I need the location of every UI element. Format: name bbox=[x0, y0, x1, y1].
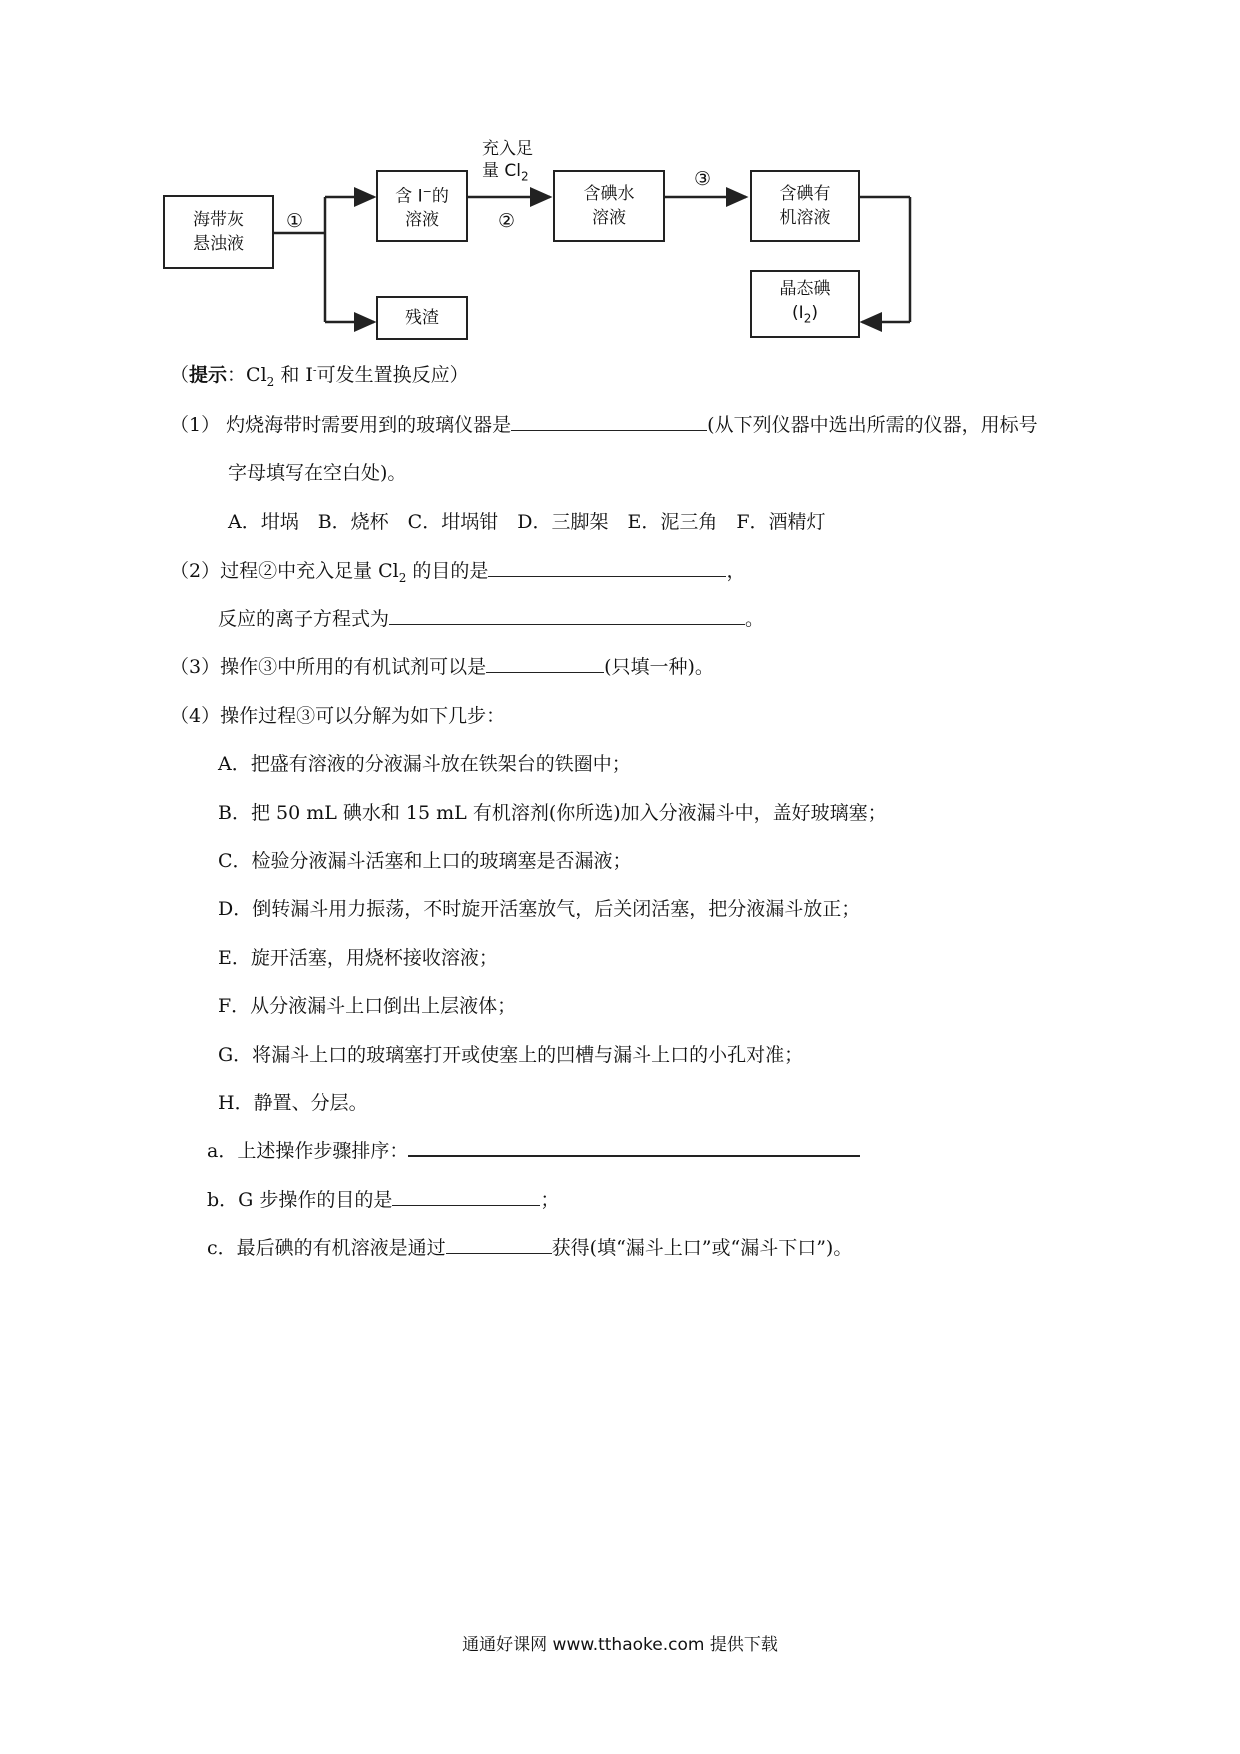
q4-sub-a-blank[interactable] bbox=[408, 1137, 860, 1157]
q4-step-c: C．检验分液漏斗活塞和上口的玻璃塞是否漏液； bbox=[218, 850, 632, 872]
page-footer: 通通好课网 www.tthaoke.com 提供下载 bbox=[462, 1635, 778, 1655]
hint-line: （提示：$Cl_2$ 和 I-可发生置换反应） bbox=[170, 363, 469, 389]
q1-line: （1） 灼烧海带时需要用到的玻璃仪器是 (从下列仪器中选出所需的仪器，用标号 bbox=[170, 414, 1038, 436]
box-iodine-organic: 含碘有 机溶液 bbox=[750, 170, 860, 242]
q2-label: （2） bbox=[170, 560, 221, 582]
q4-sub-b-blank[interactable] bbox=[392, 1187, 540, 1206]
q3-label: （3） bbox=[170, 656, 221, 678]
q4-step-f: F．从分液漏斗上口倒出上层液体； bbox=[218, 995, 517, 1017]
box-iodine-water: 含碘水 溶液 bbox=[553, 170, 665, 242]
q1-label: （1） bbox=[170, 414, 221, 436]
q4-step-d: D．倒转漏斗用力振荡，不时旋开活塞放气，后关闭活塞，把分液漏斗放正； bbox=[218, 898, 861, 920]
q2-line2: 反应的离子方程式为 。 bbox=[218, 608, 765, 630]
q1-options: A．坩埚 B．烧杯 C．坩埚钳 D．三脚架 E．泥三角 F．酒精灯 bbox=[228, 511, 826, 533]
q4-sub-c-blank[interactable] bbox=[446, 1235, 552, 1254]
box-residue: 残渣 bbox=[376, 296, 468, 340]
box-crystal-iodine: 晶态碘 $(I_2)$ bbox=[750, 270, 860, 338]
q1-blank[interactable] bbox=[511, 412, 707, 431]
q1-line2: 字母填写在空白处)。 bbox=[228, 462, 407, 484]
q4-step-h: H．静置、分层。 bbox=[218, 1092, 368, 1114]
box-ash-suspension: 海带灰 悬浊液 bbox=[163, 195, 274, 269]
label-step-2: ② bbox=[498, 210, 516, 232]
q3-blank[interactable] bbox=[486, 654, 604, 673]
label-cl2: 充入足 量 $Cl_2$ bbox=[482, 139, 533, 184]
q4-sub-c: c．最后碘的有机溶液是通过 获得(填“漏斗上口”或“漏斗下口”)。 bbox=[207, 1237, 853, 1259]
q2-blank-equation[interactable] bbox=[389, 606, 745, 625]
q4-label: （4） bbox=[170, 705, 221, 727]
q4-step-b: B．把 50 mL 碘水和 15 mL 有机溶剂(你所选)加入分液漏斗中，盖好玻璃塞； bbox=[218, 802, 887, 824]
q4-step-e: E．旋开活塞，用烧杯接收溶液； bbox=[218, 947, 498, 969]
q4-sub-a: a．上述操作步骤排序： bbox=[207, 1136, 860, 1163]
q4-line: （4）操作过程③可以分解为如下几步： bbox=[170, 705, 506, 727]
q4-step-g: G．将漏斗上口的玻璃塞打开或使塞上的凹槽与漏斗上口的小孔对准； bbox=[218, 1044, 804, 1066]
label-step-3: ③ bbox=[694, 168, 712, 190]
box-iodide-solution: 含 I−的 溶液 bbox=[376, 170, 468, 242]
q3-line: （3）操作③中所用的有机试剂可以是 (只填一种)。 bbox=[170, 656, 714, 678]
q4-sub-b: b．G 步操作的目的是 ； bbox=[207, 1189, 560, 1211]
q2-line: （2）过程②中充入足量 $Cl_2$ 的目的是 ， bbox=[170, 560, 746, 585]
label-step-1: ① bbox=[286, 210, 304, 232]
q4-step-a: A．把盛有溶液的分液漏斗放在铁架台的铁圈中； bbox=[218, 753, 631, 775]
q2-blank-purpose[interactable] bbox=[488, 558, 726, 577]
